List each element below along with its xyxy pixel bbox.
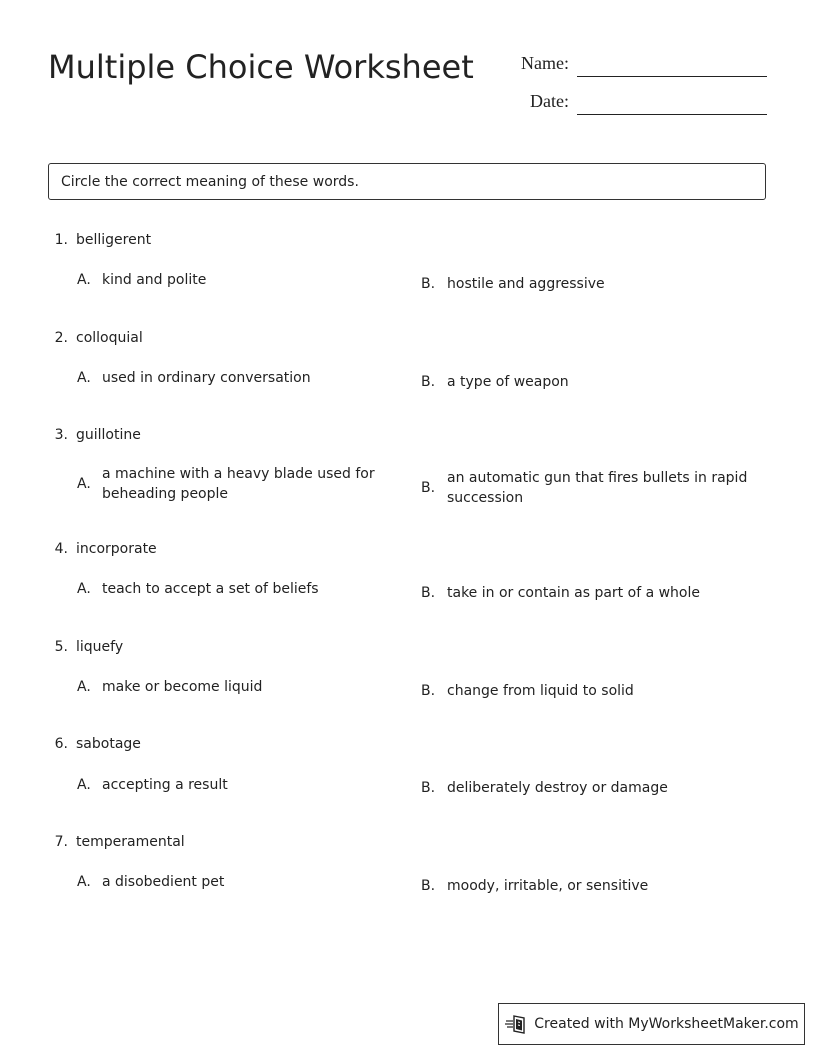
footer-credit[interactable] [498, 1003, 805, 1045]
option-a-text[interactable]: teach to accept a set of beliefs [102, 581, 319, 597]
option-a-text[interactable]: a disobedient pet [102, 874, 225, 890]
question-word: temperamental [76, 834, 185, 850]
option-a-letter[interactable]: A. [77, 476, 91, 492]
worksheet-maker-logo-icon [504, 1013, 528, 1035]
option-a-text[interactable]: kind and polite [102, 272, 207, 288]
option-b-letter[interactable]: B. [421, 878, 436, 894]
option-a-letter[interactable]: A. [77, 272, 91, 288]
option-b-letter[interactable]: B. [421, 780, 436, 796]
option-a-letter[interactable]: A. [77, 581, 91, 597]
option-b-letter[interactable]: B. [421, 276, 436, 292]
option-b-letter[interactable]: B. [421, 374, 436, 390]
option-a-text[interactable]: a machine with a heavy blade used for beheading people [102, 466, 375, 502]
option-b-text[interactable]: take in or contain as part of a whole [447, 585, 700, 601]
option-a-letter[interactable]: A. [77, 874, 91, 890]
date-line[interactable] [577, 114, 767, 115]
option-b-text[interactable]: moody, irritable, or sensitive [447, 878, 649, 894]
option-a-letter[interactable]: A. [77, 370, 91, 386]
option-a-letter[interactable]: A. [77, 777, 91, 793]
option-b-letter[interactable]: B. [421, 683, 436, 699]
question-word: incorporate [76, 541, 157, 557]
option-b-text[interactable]: a type of weapon [447, 374, 569, 390]
question-number: 3. [54, 427, 68, 443]
option-a-text[interactable]: used in ordinary conversation [102, 370, 311, 386]
footer-text: Created with MyWorksheetMaker.com [534, 1016, 799, 1032]
question-word: guillotine [76, 427, 141, 443]
option-a-text[interactable]: make or become liquid [102, 679, 263, 695]
option-a-letter[interactable]: A. [77, 679, 91, 695]
instructions-box [48, 163, 766, 200]
date-label: Date: [530, 91, 569, 111]
option-b-letter[interactable]: B. [421, 585, 436, 601]
option-b-text[interactable]: hostile and aggressive [447, 276, 605, 292]
option-b-letter[interactable]: B. [421, 480, 436, 496]
question-word: sabotage [76, 736, 141, 752]
question-number: 1. [54, 232, 68, 248]
question-word: belligerent [76, 232, 152, 248]
question-number: 2. [54, 330, 68, 346]
option-b-text[interactable]: an automatic gun that fires bullets in rapid succession [447, 470, 748, 506]
page-title: Multiple Choice Worksheet [48, 48, 474, 86]
instructions-text: Circle the correct meaning of these words. [61, 174, 359, 190]
question-number: 5. [54, 639, 68, 655]
option-b-text[interactable]: change from liquid to solid [447, 683, 634, 699]
name-label: Name: [521, 53, 569, 73]
question-number: 7. [54, 834, 68, 850]
option-b-text[interactable]: deliberately destroy or damage [447, 780, 668, 796]
option-a-text[interactable]: accepting a result [102, 777, 228, 793]
question-word: colloquial [76, 330, 143, 346]
question-number: 4. [54, 541, 68, 557]
question-number: 6. [54, 736, 68, 752]
question-word: liquefy [76, 639, 124, 655]
name-line[interactable] [577, 76, 767, 77]
